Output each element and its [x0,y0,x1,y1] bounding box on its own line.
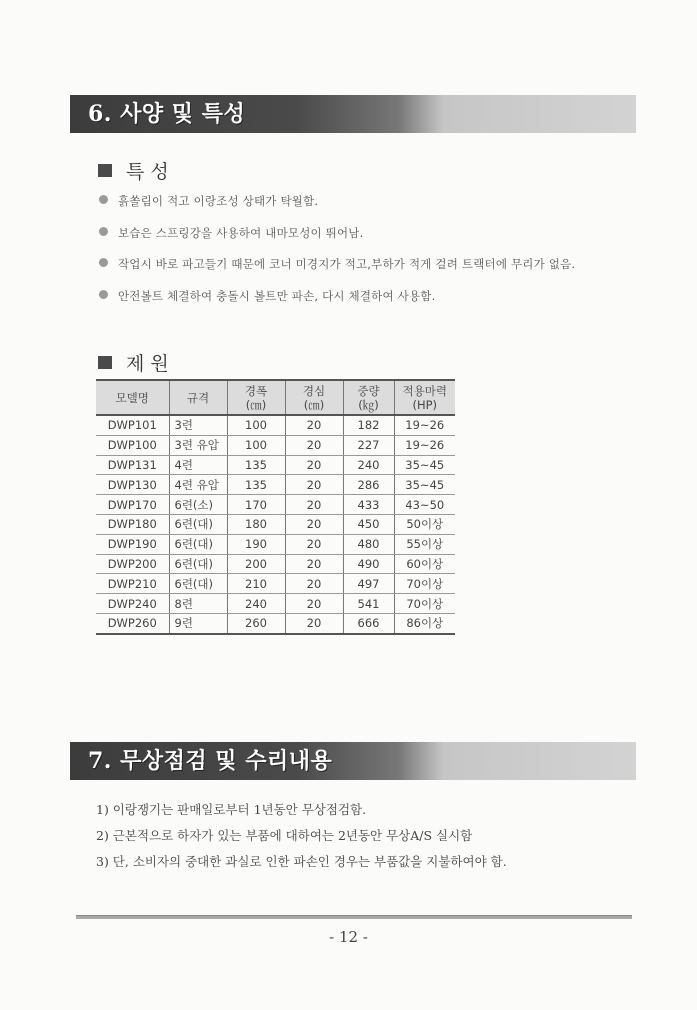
cell-horsepower: 19~26 [394,435,455,455]
header-width: 경폭 (㎝) [227,380,285,415]
table-row [96,574,455,594]
table-row [96,475,455,495]
cell-spec: 6련(소) [169,495,227,515]
cell-model: DWP210 [96,574,169,594]
cell-model: DWP130 [96,475,169,495]
cell-weight: 286 [343,475,394,495]
square-bullet-icon [98,164,112,177]
cell-width: 200 [227,554,285,574]
cell-spec: 6련(대) [169,514,227,534]
cell-width: 190 [227,534,285,554]
footer-divider [76,915,632,919]
spec-table [96,379,455,635]
cell-horsepower: 35~45 [394,475,455,495]
section-7-title: 7. 무상점검 및 수리내용 [88,748,333,774]
cell-horsepower: 19~26 [394,415,455,435]
table-row [96,534,455,554]
cell-depth: 20 [285,574,343,594]
cell-weight: 480 [343,534,394,554]
cell-depth: 20 [285,435,343,455]
page-number: - 12 - [329,928,368,946]
features-list [96,193,575,319]
cell-weight: 433 [343,495,394,515]
feature-text: 흙쏠림이 적고 이랑조성 상태가 탁월함. [118,194,319,208]
cell-depth: 20 [285,554,343,574]
cell-width: 100 [227,415,285,435]
circle-bullet-icon [99,258,108,267]
cell-depth: 20 [285,514,343,534]
spec-heading [98,349,169,376]
cell-weight: 497 [343,574,394,594]
feature-item [96,225,575,257]
header-spec: 규격 [169,380,227,415]
circle-bullet-icon [99,227,108,236]
header-model: 모델명 [96,380,169,415]
table-body [96,415,455,634]
cell-depth: 20 [285,495,343,515]
cell-width: 180 [227,514,285,534]
cell-spec: 4련 유압 [169,475,227,495]
cell-weight: 541 [343,594,394,614]
cell-width: 170 [227,495,285,515]
cell-weight: 450 [343,514,394,534]
table-row [96,613,455,633]
cell-model: DWP100 [96,435,169,455]
cell-model: DWP170 [96,495,169,515]
cell-spec: 6련(대) [169,534,227,554]
cell-weight: 227 [343,435,394,455]
cell-horsepower: 43~50 [394,495,455,515]
cell-spec: 6련(대) [169,574,227,594]
feature-text: 안전볼트 체결하여 충돌시 볼트만 파손, 다시 체결하여 사용함. [118,288,436,303]
cell-width: 100 [227,435,285,455]
table-row [96,435,455,455]
cell-model: DWP240 [96,594,169,614]
table-row [96,415,455,435]
cell-width: 135 [227,475,285,495]
section-6-title: 6. 사양 및 특성 [88,101,246,127]
cell-spec: 8련 [169,594,227,614]
cell-model: DWP180 [96,514,169,534]
cell-width: 240 [227,594,285,614]
table-row [96,455,455,475]
cell-horsepower: 60이상 [394,554,455,574]
cell-depth: 20 [285,455,343,475]
cell-model: DWP101 [96,415,169,435]
table-row [96,495,455,515]
cell-weight: 240 [343,455,394,475]
cell-spec: 3련 [169,415,227,435]
circle-bullet-icon [99,290,108,299]
square-bullet-icon [98,356,112,369]
features-heading [98,157,169,184]
features-heading-text: 특 성 [126,161,169,183]
cell-horsepower: 50이상 [394,514,455,534]
section-7-header [70,742,636,780]
cell-horsepower: 86이상 [394,613,455,633]
feature-item [96,256,575,288]
cell-depth: 20 [285,534,343,554]
header-depth: 경심 (㎝) [285,380,343,415]
cell-weight: 490 [343,554,394,574]
table-row [96,554,455,574]
cell-model: DWP131 [96,455,169,475]
cell-model: DWP190 [96,534,169,554]
cell-horsepower: 35~45 [394,455,455,475]
feature-text: 작업시 바로 파고들기 때문에 코너 미경지가 적고,부하가 적게 걸려 트랙터에 무리가 없음. [118,257,576,271]
table-header-row [96,380,455,415]
feature-text: 보습은 스프링강을 사용하여 내마모성이 뛰어남. [118,225,364,240]
feature-item [96,288,575,320]
cell-spec: 3련 유압 [169,435,227,455]
cell-depth: 20 [285,415,343,435]
note-item: 1) 이랑쟁기는 판매일로부터 1년동안 무상점검함. [96,802,367,817]
cell-weight: 182 [343,415,394,435]
cell-spec: 4련 [169,455,227,475]
cell-horsepower: 70이상 [394,574,455,594]
cell-width: 210 [227,574,285,594]
cell-width: 260 [227,613,285,633]
cell-spec: 6련(대) [169,554,227,574]
cell-width: 135 [227,455,285,475]
cell-model: DWP260 [96,613,169,633]
table-row [96,514,455,534]
table-row [96,594,455,614]
note-item: 2) 근본적으로 하자가 있는 부품에 대하여는 2년동안 무상A/S 실시함 [96,828,473,843]
cell-weight: 666 [343,613,394,633]
cell-horsepower: 70이상 [394,594,455,614]
cell-depth: 20 [285,475,343,495]
section-6-header [70,95,636,133]
header-weight: 중량 (㎏) [343,380,394,415]
cell-model: DWP200 [96,554,169,574]
circle-bullet-icon [99,195,108,204]
cell-horsepower: 55이상 [394,534,455,554]
spec-heading-text: 제 원 [126,353,169,375]
feature-item [96,193,575,225]
warranty-notes [96,800,507,878]
cell-spec: 9련 [169,613,227,633]
header-horsepower: 적용마력 (HP) [394,380,455,415]
cell-depth: 20 [285,594,343,614]
cell-depth: 20 [285,613,343,633]
note-item: 3) 단, 소비자의 중대한 과실로 인한 파손인 경우는 부품값을 지불하여야 함. [96,854,507,869]
